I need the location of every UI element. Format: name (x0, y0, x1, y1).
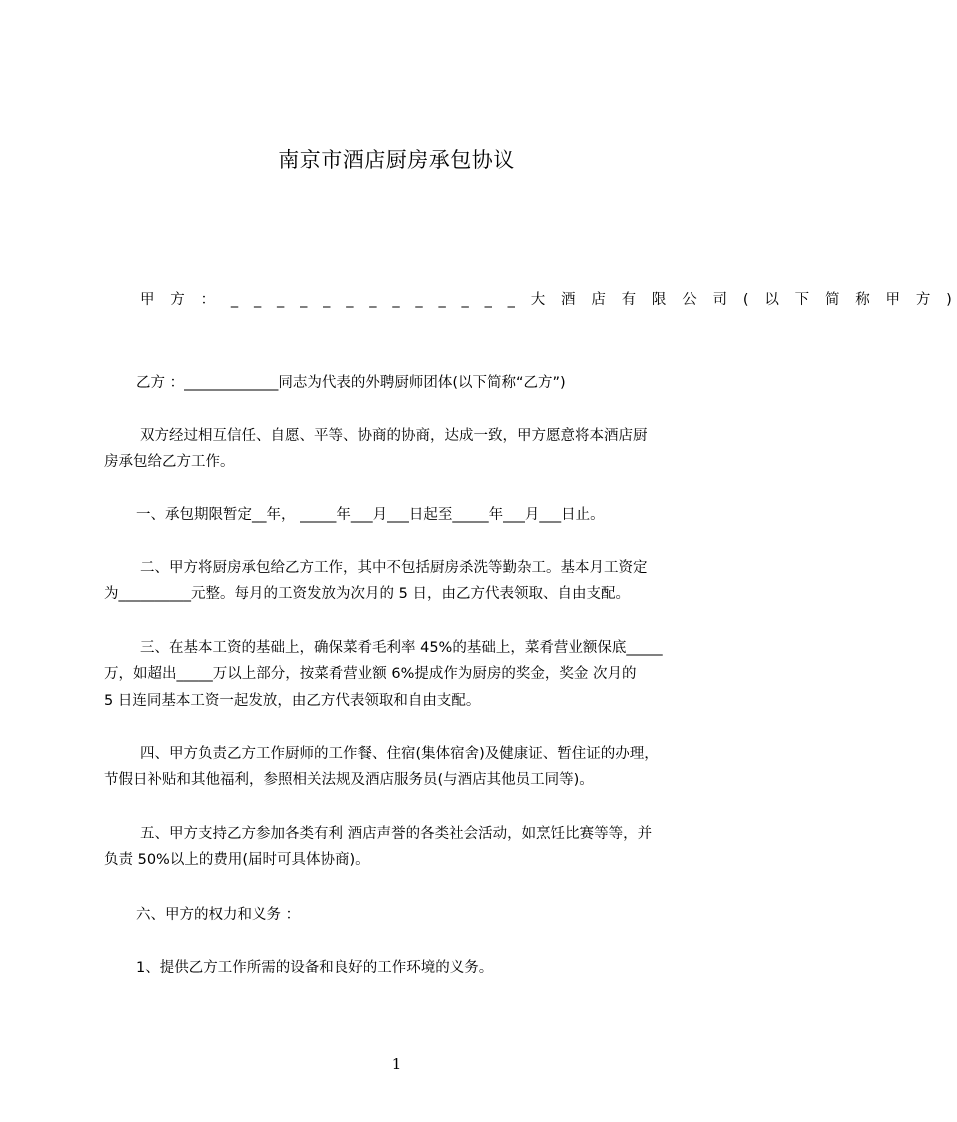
party-b-line: 乙方 ：_____________同志为代表的外聘厨师团体(以下简称“乙方”) (136, 375, 566, 391)
clause-5-line-2: 负责 50%以上的费用(届时可具体协商)。 (104, 852, 370, 868)
clause-3-line-2: 万，如超出_____万以上部分，按菜肴营业额 6%提成作为厨房的奖金，奖金 次月的 (104, 666, 637, 682)
clause-3-line-3: 5 日连同基本工资一起发放，由乙方代表领取和自由支配。 (104, 693, 481, 709)
clause-3-line-1: 三、在基本工资的基础上，确保菜肴毛利率 45%的基础上，菜肴营业额保底_____ (140, 640, 663, 656)
document-title: 南京市酒店厨房承包协议 (278, 148, 515, 172)
clause-4-line-1: 四、甲方负责乙方工作厨师的工作餐、住宿(集体宿舍)及健康证、暂住证的办理， (140, 746, 659, 762)
intro-line-2: 房承包给乙方工作。 (104, 454, 235, 470)
party-a-line: 甲 方 ： _ _ _ _ _ _ _ _ _ _ _ _ _ 大 酒 店 有 限 公 司 ( 以 下 简 称 甲 方 ) (140, 292, 957, 308)
clause-2-line-2: 为__________元整。每月的工资发放为次月的 5 日，由乙方代表领取、自由支配。 (104, 586, 630, 602)
page-number: 1 (391, 1055, 402, 1073)
clause-4-line-2: 节假日补贴和其他福利，参照相关法规及酒店服务员(与酒店其他员工同等)。 (104, 772, 594, 788)
clause-6-heading: 六、甲方的权力和义务 ： (136, 907, 301, 923)
clause-5-line-1: 五、甲方支持乙方参加各类有利 酒店声誉的各类社会活动，如烹饪比赛等等，并 (140, 826, 653, 842)
clause-6-item-1: 1、提供乙方工作所需的设备和良好的工作环境的义务。 (136, 960, 494, 976)
clause-1-line-1: 一、承包期限暂定__年， _____年___月___日起至_____年___月___日止。 (136, 507, 605, 523)
intro-line-1: 双方经过相互信任、自愿、平等、协商的协商，达成一致，甲方愿意将本酒店厨 (140, 428, 648, 444)
clause-2-line-1: 二、甲方将厨房承包给乙方工作，其中不包括厨房杀洗等勤杂工。基本月工资定 (140, 560, 648, 576)
